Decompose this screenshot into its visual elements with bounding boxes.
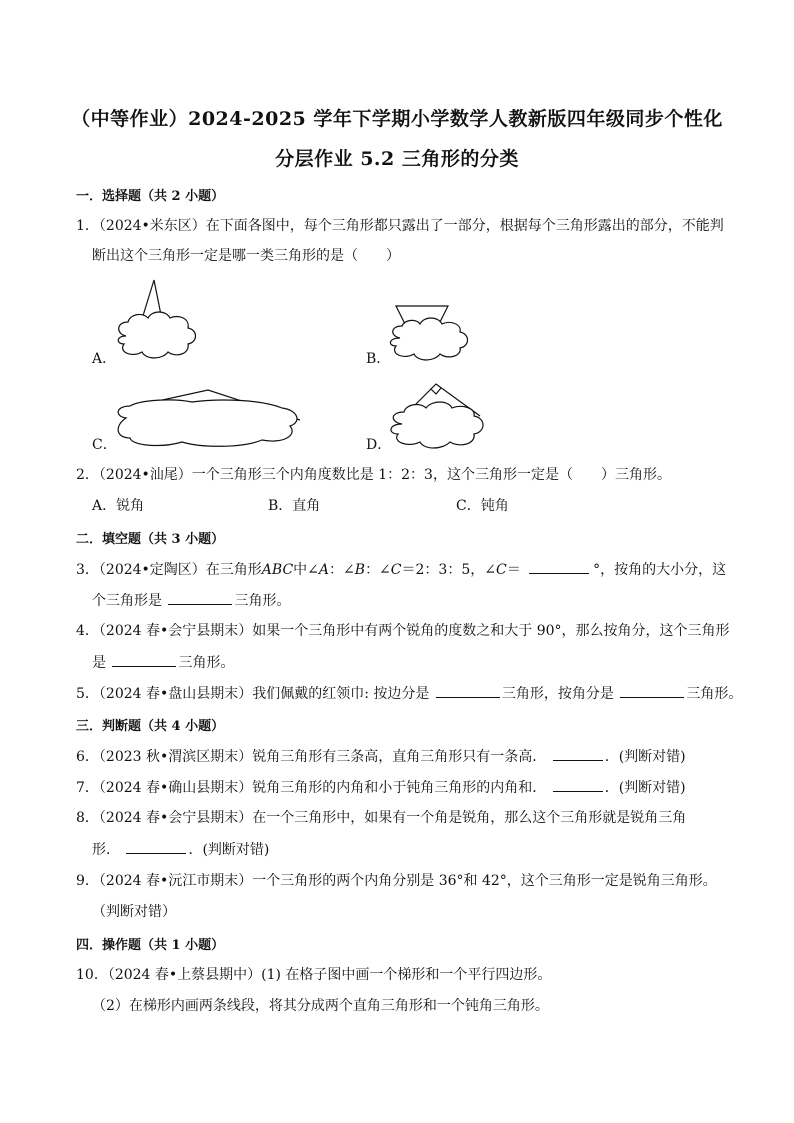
q3-answer-blank-2[interactable] <box>168 590 232 605</box>
page-title-line-2: 分层作业 5.2 三角形的分类 <box>275 148 519 170</box>
q8-part-2: ．(判断对错) <box>188 842 270 858</box>
right-angle-marker <box>431 388 441 394</box>
section-heading-fill-blank: 二．填空题（共 3 小题） <box>76 532 225 547</box>
q1-figure-c <box>112 386 312 452</box>
q3-angle-a: A <box>318 562 330 578</box>
q5-answer-blank-2[interactable] <box>620 683 684 698</box>
q2-option-c: C．钝角 <box>456 498 509 514</box>
q3-angle-b: B <box>354 562 366 578</box>
q5-text <box>76 683 742 704</box>
q10-text-line-1: 10．（2024 春•上蔡县期中）(1) 在格子图中画一个梯形和一个平行四边形。 <box>76 967 552 983</box>
cloud-a <box>118 312 195 358</box>
q7-part-1: 7．（2024 春•确山县期末）锐角三角形的内角和小于钝角三角形的内角和． <box>76 780 547 796</box>
q10-text-line-2: （2）在梯形内画两条线段，将其分成两个直角三角形和一个钝角三角形。 <box>92 998 549 1014</box>
q3-part-7: °，按角的大小分，这 <box>593 562 727 578</box>
q2-text: 2．（2024•汕尾）一个三角形三个内角度数比是 1：2：3，这个三角形一定是（ ）三角形。 <box>76 467 671 483</box>
q3-part-3: ：∠ <box>329 562 355 578</box>
q8-answer-blank[interactable] <box>126 839 186 854</box>
q5-part-1: 5．（2024 春•盘山县期末）我们佩戴的红领巾: 按边分是 <box>76 686 430 702</box>
q3-text-line-1 <box>76 559 726 580</box>
q2-option-a: A．锐角 <box>92 498 145 514</box>
q3-part-5: ＝2：3：5，∠ <box>401 562 496 578</box>
q4-part-2: 三角形。 <box>178 655 235 671</box>
q1-option-b-label: B． <box>366 351 391 367</box>
q1-figure-d <box>384 378 494 454</box>
page-title-line-1: （中等作业）2024-2025 学年下学期小学数学人教新版四年级同步个性化 <box>71 108 723 130</box>
cloud-d <box>391 402 483 448</box>
q3-part-2: 中∠ <box>293 562 319 578</box>
q1-option-a-label: A． <box>92 351 117 367</box>
q1-figure-b <box>384 298 474 368</box>
q3-triangle-name: ABC <box>261 562 294 578</box>
q9-text-line-1: 9．（2024 春•沅江市期末）一个三角形的两个内角分别是 36°和 42°，这个三角形一定是锐角三角形。 <box>76 873 717 889</box>
q2-option-b: B．直角 <box>268 498 321 514</box>
q3-part-8: 个三角形是 <box>92 593 162 609</box>
section-heading-choice: 一．选择题（共 2 小题） <box>76 189 225 204</box>
q5-answer-blank-1[interactable] <box>436 683 500 698</box>
q6-part-2: ．(判断对错) <box>604 749 686 765</box>
q7-text <box>76 777 686 798</box>
cloud-c <box>118 400 297 446</box>
q8-text-line-1: 8．（2024 春•会宁县期末）在一个三角形中，如果有一个角是锐角，那么这个三角形就是锐角三角 <box>76 810 687 826</box>
q4-text-line-2 <box>92 652 234 673</box>
q1-figure-a <box>112 278 202 368</box>
q1-text-line-2: 断出这个三角形一定是哪一类三角形的是（ ） <box>92 248 400 264</box>
q8-text-line-2 <box>92 839 269 860</box>
q6-part-1: 6．（2023 秋•渭滨区期末）锐角三角形有三条高，直角三角形只有一条高． <box>76 749 547 765</box>
q3-answer-blank-1[interactable] <box>529 559 589 574</box>
q1-option-c-label: C． <box>92 437 117 453</box>
q6-answer-blank[interactable] <box>553 746 603 761</box>
q3-part-6: ＝ <box>506 562 521 578</box>
q5-part-3: 三角形。 <box>686 686 743 702</box>
q4-part-1: 是 <box>92 655 106 671</box>
q4-text-line-1: 4．（2024 春•会宁县期末）如果一个三角形中有两个锐角的度数之和大于 90°，那么按角分，这个三角形 <box>76 623 730 639</box>
q3-angle-c: C <box>390 562 402 578</box>
q3-angle-c-2: C <box>495 562 507 578</box>
q8-part-1: 形． <box>92 842 120 858</box>
section-heading-operation: 四．操作题（共 1 小题） <box>76 938 225 953</box>
q6-text <box>76 746 686 767</box>
q3-text-line-2 <box>92 590 290 611</box>
q4-answer-blank[interactable] <box>112 652 176 667</box>
cloud-b <box>390 318 467 360</box>
q3-part-4: ：∠ <box>365 562 391 578</box>
q1-option-d-label: D． <box>366 437 392 453</box>
q1-text-line-1: 1．（2024•米东区）在下面各图中，每个三角形都只露出了一部分，根据每个三角形露出的部分，不能判 <box>76 218 724 234</box>
q7-part-2: ．(判断对错) <box>604 780 686 796</box>
section-heading-true-false: 三．判断题（共 4 小题） <box>76 719 225 734</box>
q3-part-1: 3．（2024•定陶区）在三角形 <box>76 562 262 578</box>
q7-answer-blank[interactable] <box>553 777 603 792</box>
q9-text-line-2: （判断对错） <box>92 904 176 920</box>
q3-part-9: 三角形。 <box>234 593 291 609</box>
q5-part-2: 三角形，按角分是 <box>501 686 614 702</box>
